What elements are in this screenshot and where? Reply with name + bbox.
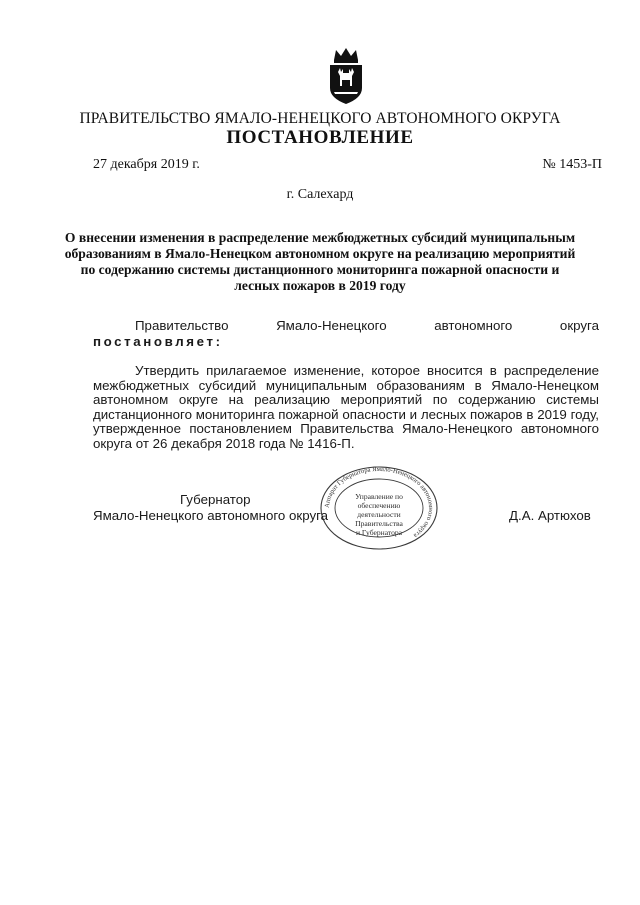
- signatory-name: Д.А. Артюхов: [509, 508, 591, 523]
- document-title: О внесении изменения в распределение межбюджетных субсидий муниципальным образованиям в Ямало-Ненецком автономном округе на реализацию мероприятий по содержанию системы дистанционного мониторинга пожарной опасности и лесных пожаров в 2019 году: [64, 230, 576, 293]
- stamp-line: обеспечению: [357, 501, 401, 510]
- intro-word: Правительство: [135, 318, 229, 333]
- stamp-line: деятельности: [357, 510, 401, 519]
- signatory-region: Ямало-Ненецкого автономного округа: [93, 508, 329, 523]
- stamp-line: Управление по: [355, 492, 403, 501]
- signatory-position: Губернатор: [180, 492, 251, 507]
- document-number: № 1453-П: [542, 157, 602, 172]
- decree-word: постановляет:: [93, 334, 223, 349]
- document-type: ПОСТАНОВЛЕНИЕ: [226, 127, 414, 148]
- intro-line: [93, 318, 599, 333]
- yamal-coat-of-arms-icon: [326, 46, 366, 106]
- stamp-line: и Губернатора: [355, 528, 403, 537]
- document-city: г. Салехард: [286, 187, 354, 202]
- stamp-ring-text: Аппарат Губернатора Ямало-Ненецкого автономного округа: [323, 465, 435, 539]
- intro-word: автономного: [434, 318, 513, 333]
- stamp-center-text: [338, 492, 420, 537]
- government-name: ПРАВИТЕЛЬСТВО ЯМАЛО-НЕНЕЦКОГО АВТОНОМНОГО ОКРУГА: [79, 110, 561, 127]
- intro-word: округа: [559, 318, 599, 333]
- intro-word: Ямало-Ненецкого: [276, 318, 387, 333]
- resolution-text: Утвердить прилагаемое изменение, которое вносится в распределение межбюджетных субсидий муниципальным образованиям в Ямало-Ненецком автономном округе на реализацию мероприятий по содержанию системы дистанционного мониторинга пожарной опасности и лесных пожаров в 2019 году, утвержденное постановлением Правительства Ямало-Ненецкого автономного округа от 26 декабря 2018 года № 1416-П.: [93, 363, 599, 451]
- stamp-line: Правительства: [355, 519, 403, 528]
- document-date: 27 декабря 2019 г.: [93, 157, 200, 172]
